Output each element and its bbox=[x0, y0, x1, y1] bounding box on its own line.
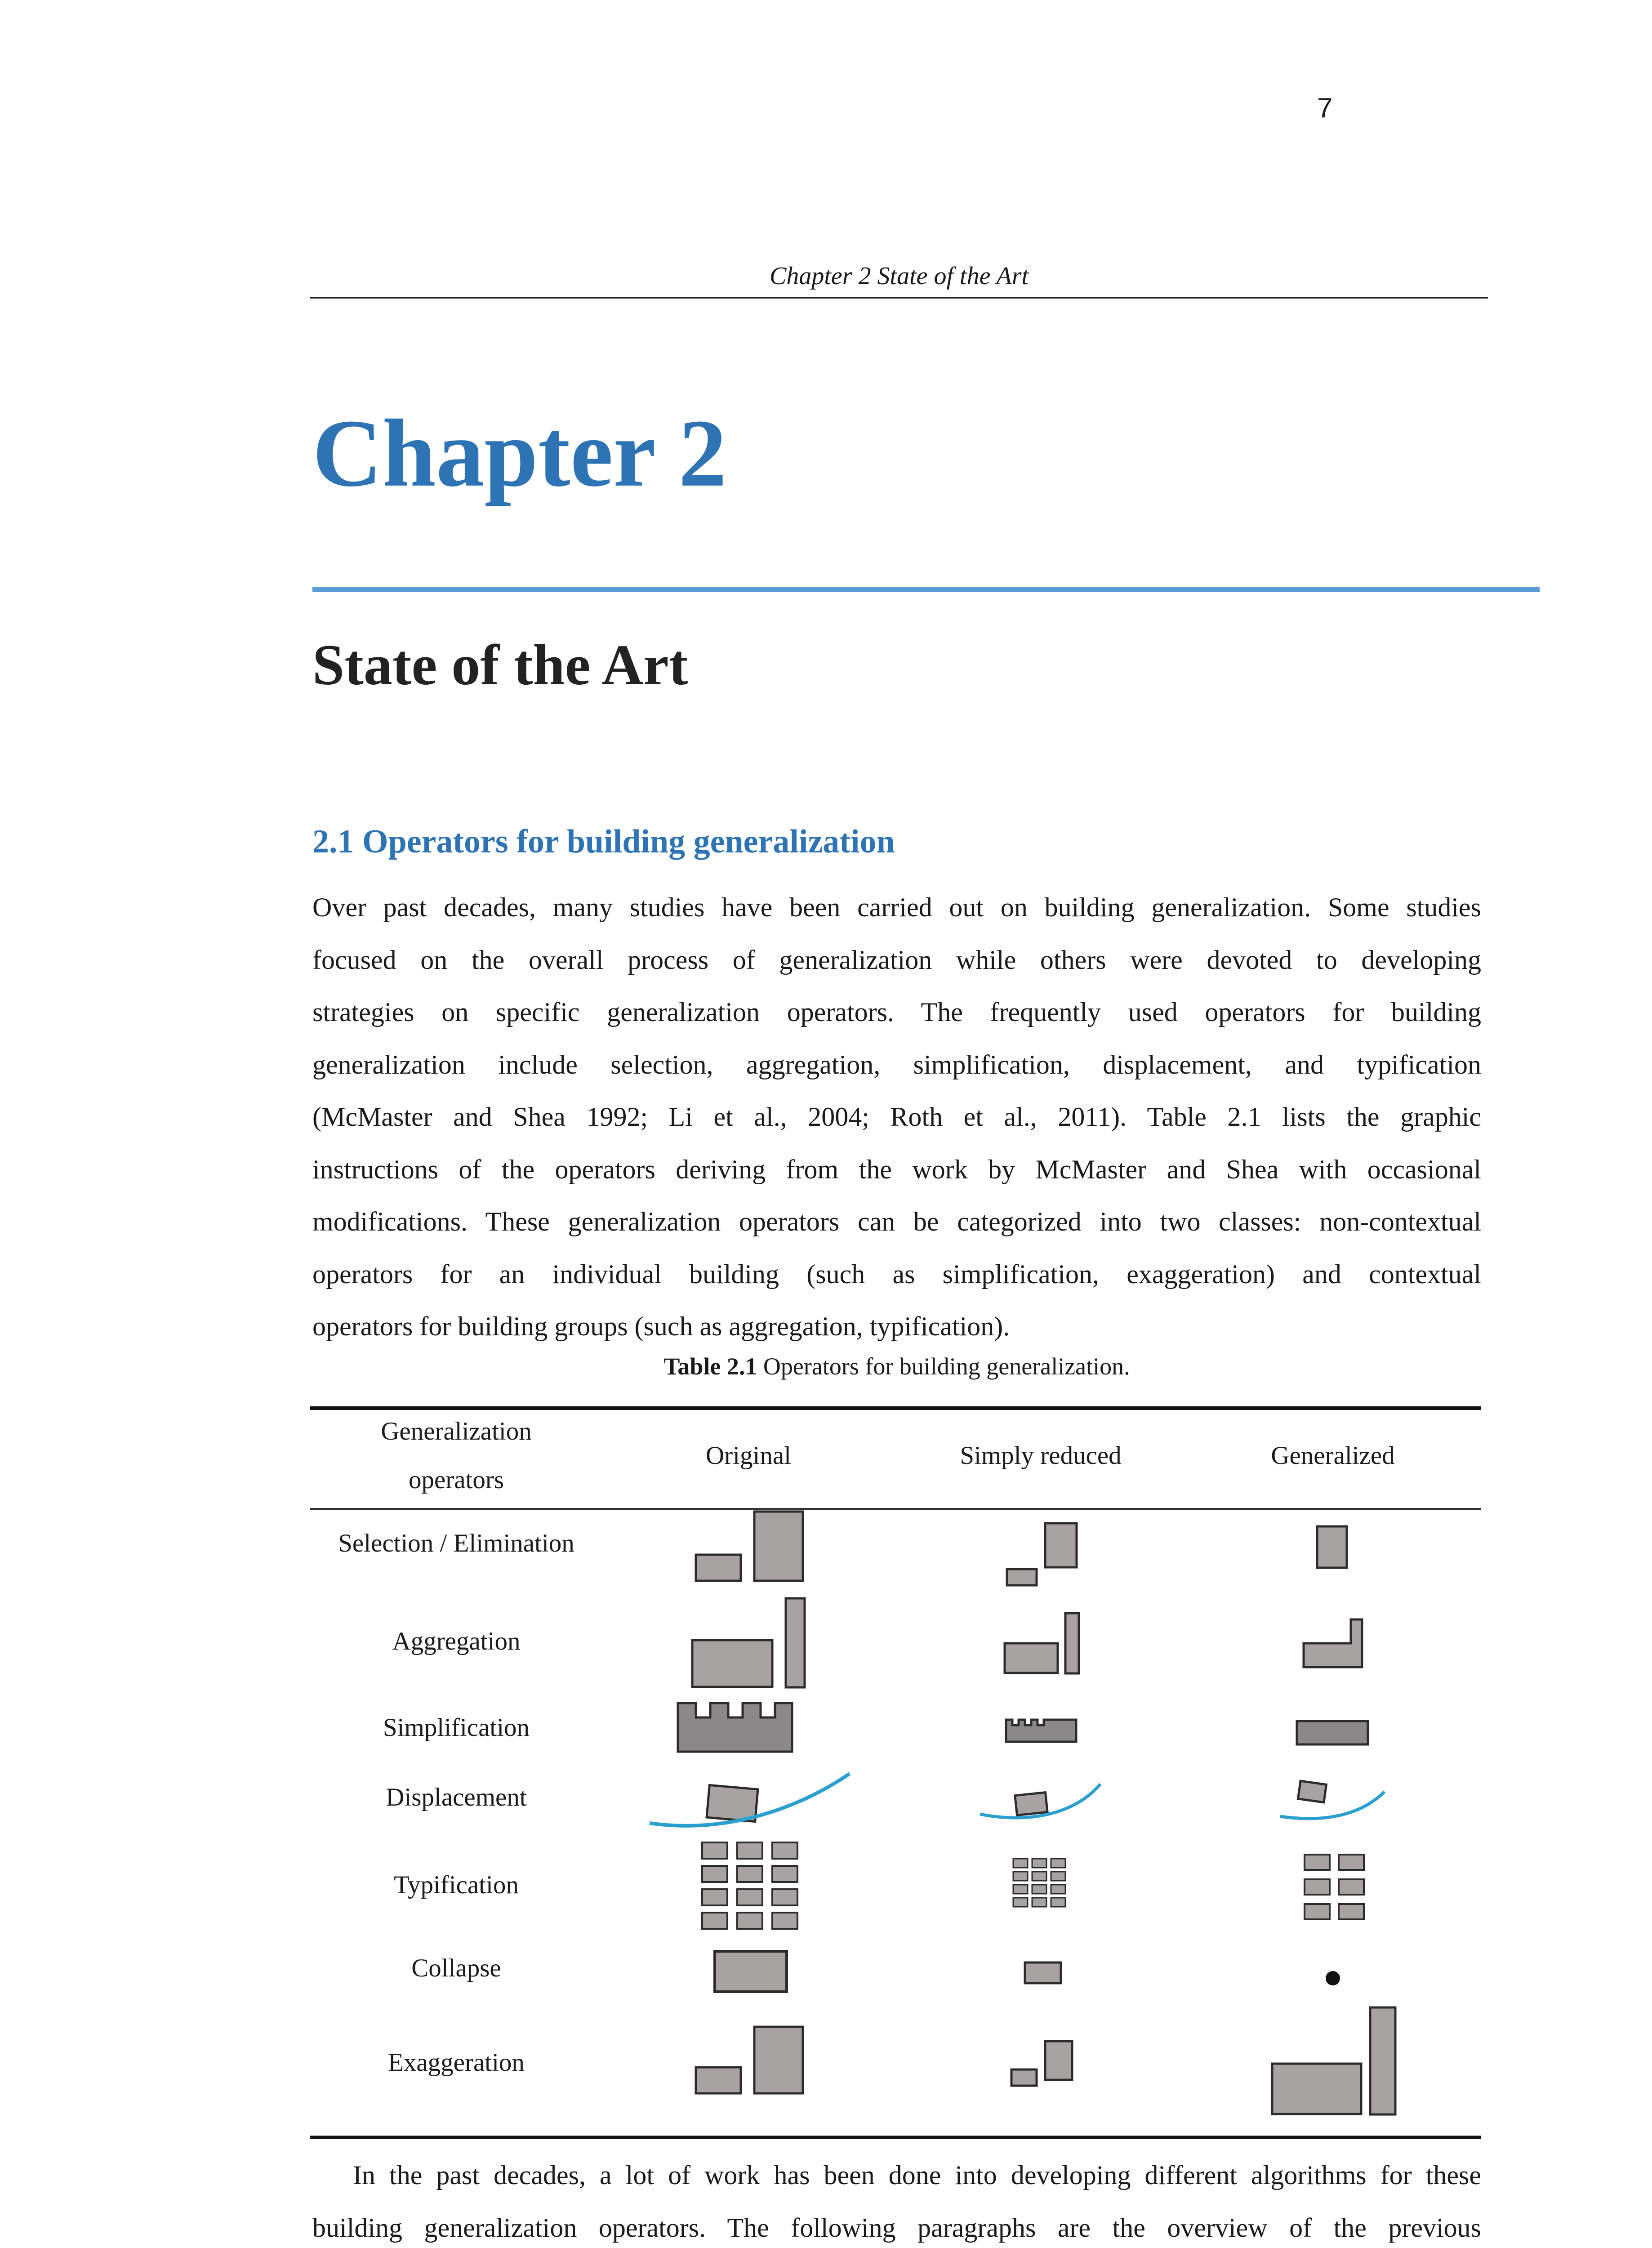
row-label-aggregation: Aggregation bbox=[392, 1627, 521, 1655]
table-caption-label: Table 2.1 bbox=[663, 1353, 757, 1380]
paragraph-line: generalization include selection, aggregation, simplification, displacement, and typification bbox=[312, 1049, 1481, 1079]
typification-generalized-figure bbox=[1305, 1855, 1364, 1919]
selection-original-figure bbox=[696, 1512, 803, 1581]
collapse-reduced-figure bbox=[1025, 1963, 1061, 1983]
row-label-selection: Selection / Elimination bbox=[338, 1529, 574, 1557]
closing-line: In the past decades, a lot of work has been done into developing different algorithms for these bbox=[353, 2160, 1481, 2190]
displacement-generalized-figure bbox=[1280, 1781, 1385, 1819]
simplification-original-figure bbox=[678, 1703, 792, 1752]
aggregation-reduced-figure bbox=[1005, 1613, 1079, 1673]
aggregation-generalized-figure bbox=[1304, 1619, 1362, 1667]
paragraph-line: Over past decades, many studies have been carried out on building generalization. Some studies bbox=[312, 892, 1481, 922]
paragraph-line: modifications. These generalization operators can be categorized into two classes: non-contextual bbox=[312, 1207, 1481, 1236]
exaggeration-generalized-figure bbox=[1272, 2007, 1395, 2114]
header-operators-line1: Generalization bbox=[381, 1417, 532, 1445]
table-bottom-rule bbox=[310, 2136, 1481, 2139]
typification-reduced-figure bbox=[1013, 1859, 1065, 1907]
paragraph-line: strategies on specific generalization operators. The frequently used operators for building bbox=[312, 997, 1481, 1027]
typification-original-figure bbox=[702, 1842, 797, 1929]
paragraph-line: operators for building groups (such as aggregation, typification). bbox=[312, 1311, 1010, 1341]
displacement-reduced-figure bbox=[980, 1784, 1100, 1818]
header-operators-line2: operators bbox=[408, 1466, 504, 1494]
aggregation-original-figure bbox=[692, 1598, 805, 1687]
page-number: 7 bbox=[1317, 93, 1333, 124]
chapter-label: Chapter 2 bbox=[312, 399, 727, 507]
collapse-original-figure bbox=[715, 1951, 787, 1992]
selection-generalized-figure bbox=[1317, 1526, 1347, 1568]
row-label-exaggeration: Exaggeration bbox=[388, 2048, 525, 2077]
table-caption-text: Operators for building generalization. bbox=[757, 1353, 1130, 1380]
header-generalized: Generalized bbox=[1271, 1441, 1395, 1470]
row-label-collapse: Collapse bbox=[411, 1954, 501, 1982]
paragraph-line: instructions of the operators deriving from the work by McMaster and Shea with occasional bbox=[312, 1154, 1481, 1184]
paragraph-line: focused on the overall process of generalization while others were devoted to developing bbox=[312, 945, 1481, 975]
paragraph-line: operators for an individual building (such as simplification, exaggeration) and contextual bbox=[312, 1259, 1481, 1289]
simplification-generalized-figure bbox=[1297, 1721, 1368, 1744]
closing-paragraph bbox=[312, 2149, 1481, 2248]
displacement-original-figure bbox=[650, 1774, 850, 1826]
collapse-generalized-point bbox=[1326, 1971, 1340, 1985]
simplification-reduced-figure bbox=[1006, 1720, 1076, 1742]
running-header: Chapter 2 State of the Art bbox=[769, 262, 1029, 290]
exaggeration-original-figure bbox=[696, 2027, 803, 2093]
header-simply-reduced: Simply reduced bbox=[960, 1441, 1122, 1470]
paragraph-line: (McMaster and Shea 1992; Li et al., 2004; Roth et al., 2011). Table 2.1 lists the graphic bbox=[312, 1102, 1481, 1132]
closing-line: building generalization operators. The following paragraphs are the overview of the previous bbox=[312, 2212, 1481, 2243]
section-heading: 2.1 Operators for building generalization bbox=[312, 823, 895, 860]
row-label-simplification: Simplification bbox=[383, 1713, 530, 1742]
exaggeration-reduced-figure bbox=[1011, 2041, 1072, 2086]
row-label-displacement: Displacement bbox=[386, 1783, 527, 1811]
chapter-title: State of the Art bbox=[312, 633, 688, 697]
header-original: Original bbox=[706, 1441, 791, 1470]
selection-reduced-figure bbox=[1007, 1523, 1077, 1585]
row-label-typification: Typification bbox=[394, 1871, 519, 1899]
